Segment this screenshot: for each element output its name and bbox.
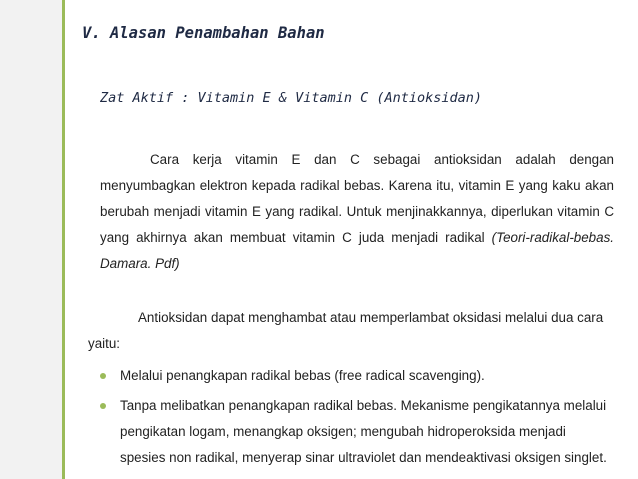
- bullet-list: [90, 363, 610, 475]
- slide-subtitle: Zat Aktif : Vitamin E & Vitamin C (Antioksidan): [100, 90, 483, 106]
- bullet-dot-icon: [100, 403, 106, 409]
- bullet-item-text: Tanpa melibatkan penangkapan radikal bebas. Mekanisme pengikatannya melalui pengikatan logam, menangkap oksigen; mengubah hidroperoksida menjadi spesies non radikal, menyerap sinar ultraviolet dan mendeaktivasi oksigen singlet.: [120, 398, 607, 465]
- paragraph-mechanism-text: Cara kerja vitamin E dan C sebagai antioksidan adalah dengan menyumbagkan elektron kepada radikal bebas. Karena itu, vitamin E yang kaku akan berubah menjadi vitamin E yang radikal. Untuk menjinakkannya, diperlukan vitamin C yang akhirnya akan membuat vitamin C juda menjadi radikal: [100, 152, 614, 245]
- paragraph-mechanism: [100, 147, 614, 277]
- bullet-item: [90, 363, 610, 389]
- slide-title: V. Alasan Penambahan Bahan: [82, 24, 325, 42]
- bullet-item-text: Melalui penangkapan radikal bebas (free radical scavenging).: [120, 368, 485, 383]
- bullet-item: [90, 393, 610, 471]
- left-accent-panel: [0, 0, 62, 479]
- bullet-dot-icon: [100, 373, 106, 379]
- citation: (Teori-radikal-bebas. Damara. Pdf): [100, 230, 614, 271]
- paragraph-antioxidant-ways-text: Antioksidan dapat menghambat atau memperlambat oksidasi melalui dua cara yaitu:: [88, 310, 604, 351]
- paragraph-antioxidant-ways: [88, 305, 614, 357]
- accent-divider-line: [62, 0, 65, 479]
